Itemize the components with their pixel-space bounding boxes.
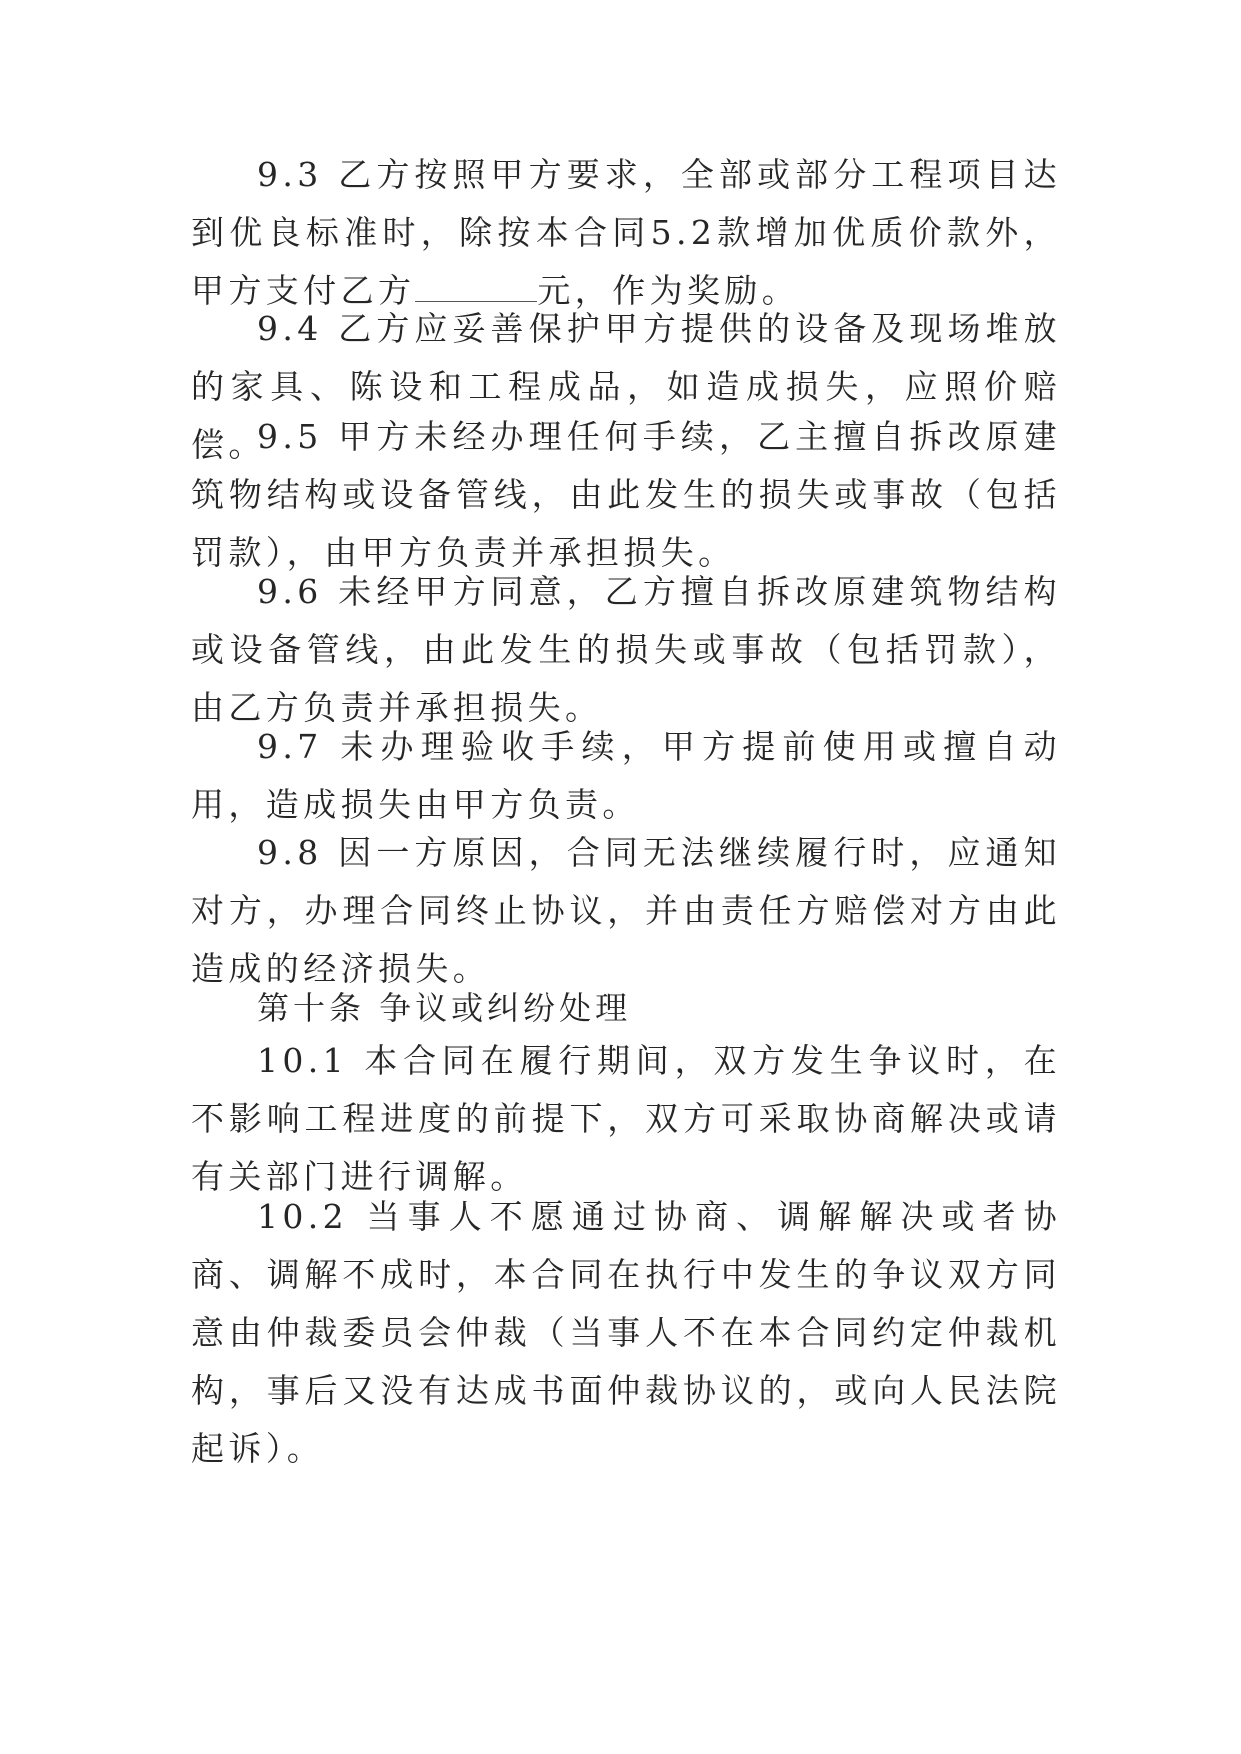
clause-10-1: 10.1 本合同在履行期间，双方发生争议时，在不影响工程进度的前提下，双方可采取协商解决或请有关部门进行调解。 — [191, 1041, 1061, 1196]
clause-10-2: 10.2 当事人不愿通过协商、调解解决或者协商、调解不成时，本合同在执行中发生的争议双方同意由仲裁委员会仲裁（当事人不在本合同约定仲裁机构，事后又没有达成书面仲裁协议的，或向人民法院起诉）。 — [191, 1197, 1061, 1468]
clause-9-5: 9.5 甲方未经办理任何手续，乙主擅自拆改原建筑物结构或设备管线，由此发生的损失或事故（包括罚款），由甲方负责并承担损失。 — [191, 417, 1061, 572]
article-10-heading: 第十条 争议或纠纷处理 — [257, 989, 632, 1027]
clause-9-3 — [191, 146, 1061, 320]
clause-9-6: 9.6 未经甲方同意，乙方擅自拆改原建筑物结构或设备管线，由此发生的损失或事故（包括罚款），由乙方负责并承担损失。 — [191, 572, 1061, 727]
reward-amount-blank — [415, 267, 537, 302]
clause-9-3-text-end: 元，作为奖励。 — [537, 271, 800, 310]
clause-9-3-text: 9.3 乙方按照甲方要求，全部或部分工程项目达到优良标准时，除按本合同5.2款增加优质价款外，甲方支付乙方 — [191, 155, 1061, 310]
clause-9-7: 9.7 未办理验收手续，甲方提前使用或擅自动用，造成损失由甲方负责。 — [191, 727, 1061, 824]
clause-9-8: 9.8 因一方原因，合同无法继续履行时，应通知对方，办理合同终止协议，并由责任方赔偿对方由此造成的经济损失。 — [191, 833, 1061, 988]
clause-9-4: 9.4 乙方应妥善保护甲方提供的设备及现场堆放的家具、陈设和工程成品，如造成损失，应照价赔偿。 — [191, 309, 1061, 464]
